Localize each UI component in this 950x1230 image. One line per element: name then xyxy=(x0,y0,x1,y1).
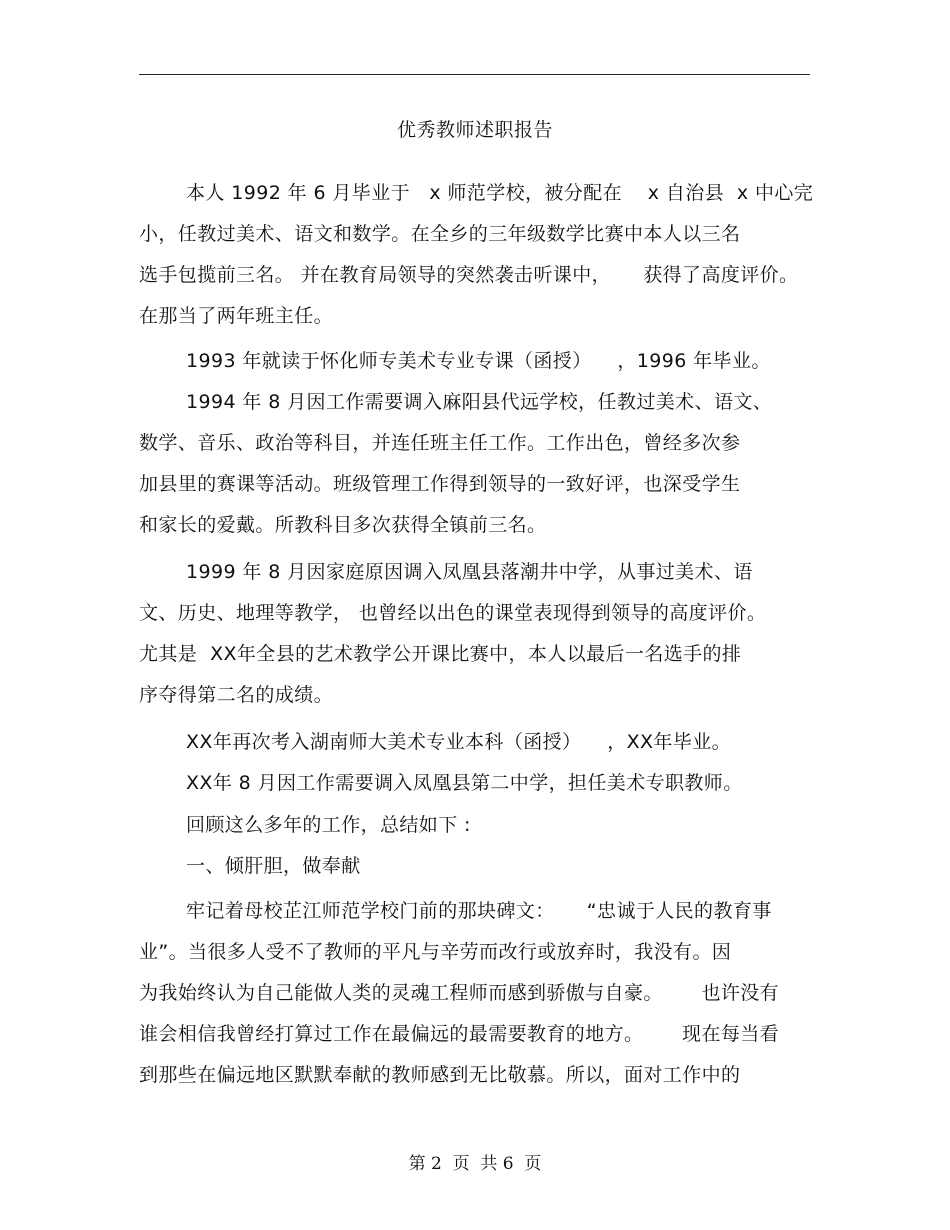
body-line: 在那当了两年班主任。 xyxy=(139,305,334,327)
body-line: 1999 年 8 月因家庭原因调入凤凰县落潮井中学，从事过美术、语 xyxy=(186,561,753,583)
body-line: 牢记着母校芷江师范学校门前的那块碑文： “忠诚于人民的教育事 xyxy=(186,900,772,922)
body-line: 文、历史、地理等教学， 也曾经以出色的课堂表现得到领导的高度评价。 xyxy=(139,602,767,624)
body-line: 小，任教过美术、语文和数学。在全乡的三年级数学比赛中本人以三名 xyxy=(139,223,741,245)
body-line: 和家长的爱戴。所教科目多次获得全镇前三名。 xyxy=(139,514,547,536)
body-line: XX年再次考入湖南师大美术专业本科（函授） ，XX年毕业。 xyxy=(186,731,732,753)
body-line: 数学、音乐、政治等科目，并连任班主任工作。工作出色，曾经多次参 xyxy=(139,432,741,454)
body-line: 业”。当很多人受不了教师的平凡与辛劳而改行或放弃时，我没有。因 xyxy=(139,941,732,963)
body-line: 加县里的赛课等活动。班级管理工作得到领导的一致好评，也深受学生 xyxy=(139,473,741,495)
body-line: XX年 8 月因工作需要调入凤凰县第二中学，担任美术专职教师。 xyxy=(186,772,743,794)
body-line: 本人 1992 年 6 月毕业于 x 师范学校，被分配在 x 自治县 x 中心完 xyxy=(186,182,814,204)
page-title: 优秀教师述职报告 xyxy=(396,119,553,141)
body-line: 到那些在偏远地区默默奉献的教师感到无比敬慕。所以，面对工作中的 xyxy=(139,1064,741,1086)
body-line: 选手包揽前三名。 并在教育局领导的突然袭击听课中， 获得了高度评价。 xyxy=(139,264,799,286)
body-line: 谁会相信我曾经打算过工作在最偏远的最需要教育的地方。 现在每当看 xyxy=(139,1023,780,1045)
page-number: 第 2 页 共 6 页 xyxy=(408,1154,542,1174)
body-line: 1994 年 8 月因工作需要调入麻阳县代远学校，任教过美术、语文、 xyxy=(186,391,773,413)
body-line: 为我始终认为自己能做人类的灵魂工程师而感到骄傲与自豪。 也许没有 xyxy=(139,982,780,1004)
section-heading: 一、倾肝胆，做奉献 xyxy=(186,855,361,877)
body-line: 1993 年就读于怀化师专美术专业专课（函授） ，1996 年毕业。 xyxy=(186,350,771,372)
body-line: 序夺得第二名的成绩。 xyxy=(139,684,334,706)
header-rule xyxy=(139,74,810,75)
body-line: 回顾这么多年的工作，总结如下 : xyxy=(186,814,471,836)
body-line: 尤其是 XX年全县的艺术教学公开课比赛中，本人以最后一名选手的排 xyxy=(139,643,742,665)
